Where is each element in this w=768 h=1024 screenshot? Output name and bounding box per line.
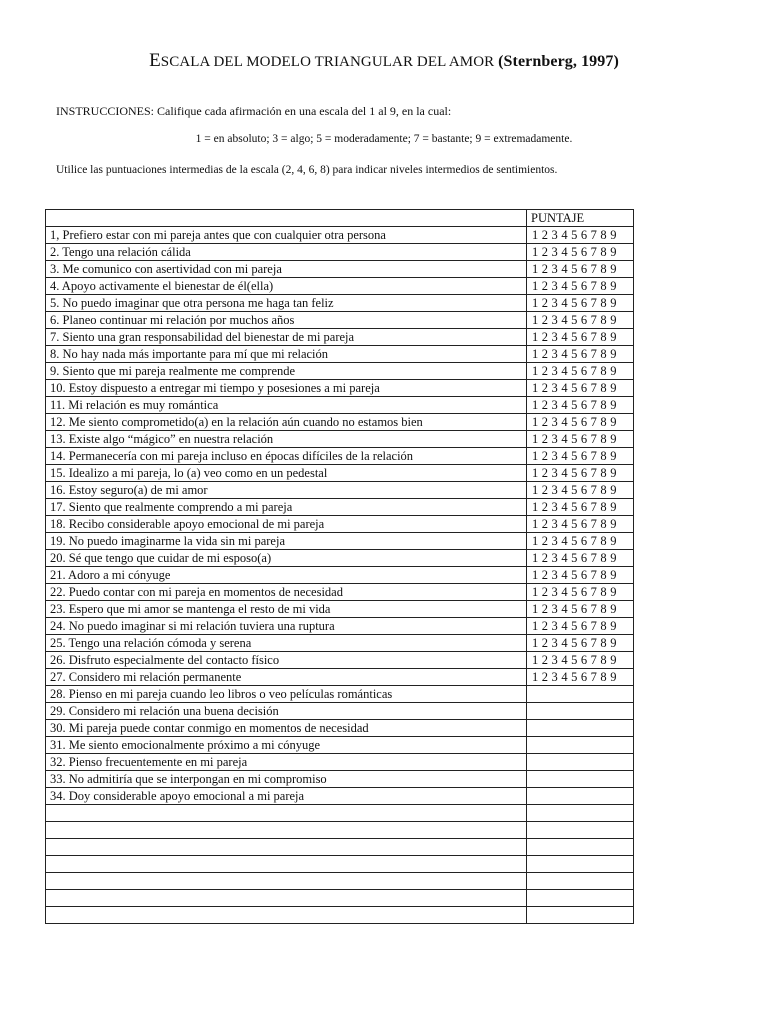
- item-statement: 22. Puedo contar con mi pareja en momentos de necesidad: [46, 584, 527, 601]
- table-row: [46, 533, 634, 550]
- table-row: [46, 329, 634, 346]
- table-row: [46, 295, 634, 312]
- table-row: [46, 652, 634, 669]
- item-statement: 26. Disfruto especialmente del contacto físico: [46, 652, 527, 669]
- blank-cell: [46, 822, 527, 839]
- item-statement: 17. Siento que realmente comprendo a mi pareja: [46, 499, 527, 516]
- blank-cell: [46, 839, 527, 856]
- blank-cell: [46, 890, 527, 907]
- table-row: [46, 499, 634, 516]
- table-row: [46, 703, 634, 720]
- item-statement: 4. Apoyo activamente el bienestar de él(ella): [46, 278, 527, 295]
- item-statement: 6. Planeo continuar mi relación por muchos años: [46, 312, 527, 329]
- blank-cell: [527, 873, 634, 890]
- table-row: [46, 635, 634, 652]
- item-statement: 16. Estoy seguro(a) de mi amor: [46, 482, 527, 499]
- blank-cell: [527, 907, 634, 924]
- item-statement: 28. Pienso en mi pareja cuando leo libros o veo películas románticas: [46, 686, 527, 703]
- item-statement: 24. No puedo imaginar si mi relación tuviera una ruptura: [46, 618, 527, 635]
- score-cell-empty[interactable]: [527, 737, 634, 754]
- score-cell-empty[interactable]: [527, 686, 634, 703]
- item-statement: 34. Doy considerable apoyo emocional a mi pareja: [46, 788, 527, 805]
- blank-cell: [46, 873, 527, 890]
- score-scale[interactable]: 1 2 3 4 5 6 7 8 9: [527, 499, 634, 516]
- score-scale[interactable]: 1 2 3 4 5 6 7 8 9: [527, 652, 634, 669]
- item-statement: 19. No puedo imaginarme la vida sin mi pareja: [46, 533, 527, 550]
- item-statement: 29. Considero mi relación una buena decisión: [46, 703, 527, 720]
- score-cell-empty[interactable]: [527, 771, 634, 788]
- table-row: [46, 380, 634, 397]
- document-title: [0, 50, 768, 72]
- blank-row: [46, 822, 634, 839]
- questionnaire-table: [45, 209, 634, 924]
- score-header: PUNTAJE: [527, 210, 634, 227]
- score-scale[interactable]: 1 2 3 4 5 6 7 8 9: [527, 465, 634, 482]
- table-row: [46, 397, 634, 414]
- item-statement: 25. Tengo una relación cómoda y serena: [46, 635, 527, 652]
- score-scale[interactable]: 1 2 3 4 5 6 7 8 9: [527, 278, 634, 295]
- title-text: SCALA DEL MODELO TRIANGULAR DEL AMOR: [160, 54, 495, 70]
- item-statement: 33. No admitiría que se interpongan en mi compromiso: [46, 771, 527, 788]
- header-blank-cell: [46, 210, 527, 227]
- item-statement: 32. Pienso frecuentemente en mi pareja: [46, 754, 527, 771]
- item-statement: 9. Siento que mi pareja realmente me comprende: [46, 363, 527, 380]
- score-cell-empty[interactable]: [527, 788, 634, 805]
- item-statement: 1, Prefiero estar con mi pareja antes que con cualquier otra persona: [46, 227, 527, 244]
- table-row: [46, 567, 634, 584]
- score-scale[interactable]: 1 2 3 4 5 6 7 8 9: [527, 244, 634, 261]
- blank-row: [46, 856, 634, 873]
- blank-row: [46, 805, 634, 822]
- score-scale[interactable]: 1 2 3 4 5 6 7 8 9: [527, 295, 634, 312]
- item-statement: 20. Sé que tengo que cuidar de mi esposo(a): [46, 550, 527, 567]
- blank-cell: [46, 907, 527, 924]
- score-scale[interactable]: 1 2 3 4 5 6 7 8 9: [527, 261, 634, 278]
- table-row: [46, 431, 634, 448]
- score-scale[interactable]: 1 2 3 4 5 6 7 8 9: [527, 550, 634, 567]
- score-scale[interactable]: 1 2 3 4 5 6 7 8 9: [527, 380, 634, 397]
- title-citation: (Sternberg, 1997): [498, 53, 619, 70]
- score-scale[interactable]: 1 2 3 4 5 6 7 8 9: [527, 533, 634, 550]
- table-row: [46, 227, 634, 244]
- item-statement: 23. Espero que mi amor se mantenga el resto de mi vida: [46, 601, 527, 618]
- score-scale[interactable]: 1 2 3 4 5 6 7 8 9: [527, 329, 634, 346]
- item-statement: 7. Siento una gran responsabilidad del bienestar de mi pareja: [46, 329, 527, 346]
- score-cell-empty[interactable]: [527, 720, 634, 737]
- table-row: [46, 550, 634, 567]
- blank-row: [46, 873, 634, 890]
- score-scale[interactable]: 1 2 3 4 5 6 7 8 9: [527, 397, 634, 414]
- blank-cell: [527, 839, 634, 856]
- table-row: [46, 414, 634, 431]
- table-row: [46, 312, 634, 329]
- table-row: [46, 788, 634, 805]
- item-statement: 31. Me siento emocionalmente próximo a mi cónyuge: [46, 737, 527, 754]
- blank-cell: [527, 822, 634, 839]
- item-statement: 27. Considero mi relación permanente: [46, 669, 527, 686]
- score-scale[interactable]: 1 2 3 4 5 6 7 8 9: [527, 414, 634, 431]
- item-statement: 21. Adoro a mi cónyuge: [46, 567, 527, 584]
- blank-cell: [46, 856, 527, 873]
- intermediate-note: Utilice las puntuaciones intermedias de la escala (2, 4, 6, 8) para indicar niveles intermedios de sentimientos.: [56, 164, 558, 176]
- score-scale[interactable]: 1 2 3 4 5 6 7 8 9: [527, 448, 634, 465]
- instructions-text: INSTRUCCIONES: Califique cada afirmación en una escala del 1 al 9, en la cual:: [56, 104, 452, 118]
- item-statement: 30. Mi pareja puede contar conmigo en momentos de necesidad: [46, 720, 527, 737]
- score-scale[interactable]: 1 2 3 4 5 6 7 8 9: [527, 482, 634, 499]
- table-row: [46, 482, 634, 499]
- table-row: [46, 669, 634, 686]
- table-row: [46, 737, 634, 754]
- item-statement: 12. Me siento comprometido(a) en la relación aún cuando no estamos bien: [46, 414, 527, 431]
- item-statement: 15. Idealizo a mi pareja, lo (a) veo como en un pedestal: [46, 465, 527, 482]
- table-row: [46, 261, 634, 278]
- score-scale[interactable]: 1 2 3 4 5 6 7 8 9: [527, 431, 634, 448]
- table-row: [46, 771, 634, 788]
- table-row: [46, 686, 634, 703]
- score-cell-empty[interactable]: [527, 703, 634, 720]
- table-row: [46, 448, 634, 465]
- item-statement: 3. Me comunico con asertividad con mi pareja: [46, 261, 527, 278]
- table-row: [46, 618, 634, 635]
- table-header-row: [46, 210, 634, 227]
- table-row: [46, 720, 634, 737]
- blank-row: [46, 890, 634, 907]
- score-scale[interactable]: 1 2 3 4 5 6 7 8 9: [527, 346, 634, 363]
- table-row: [46, 278, 634, 295]
- table-row: [46, 244, 634, 261]
- item-statement: 13. Existe algo “mágico” en nuestra relación: [46, 431, 527, 448]
- table-row: [46, 516, 634, 533]
- blank-row: [46, 839, 634, 856]
- blank-cell: [527, 856, 634, 873]
- item-statement: 5. No puedo imaginar que otra persona me haga tan feliz: [46, 295, 527, 312]
- score-scale[interactable]: 1 2 3 4 5 6 7 8 9: [527, 584, 634, 601]
- item-statement: 14. Permanecería con mi pareja incluso en épocas difíciles de la relación: [46, 448, 527, 465]
- blank-cell: [527, 890, 634, 907]
- score-scale[interactable]: 1 2 3 4 5 6 7 8 9: [527, 516, 634, 533]
- score-scale[interactable]: 1 2 3 4 5 6 7 8 9: [527, 312, 634, 329]
- table-row: [46, 754, 634, 771]
- item-statement: 10. Estoy dispuesto a entregar mi tiempo y posesiones a mi pareja: [46, 380, 527, 397]
- score-cell-empty[interactable]: [527, 754, 634, 771]
- item-statement: 8. No hay nada más importante para mí que mi relación: [46, 346, 527, 363]
- blank-cell: [46, 805, 527, 822]
- score-scale[interactable]: 1 2 3 4 5 6 7 8 9: [527, 618, 634, 635]
- score-scale[interactable]: 1 2 3 4 5 6 7 8 9: [527, 669, 634, 686]
- title-initial: E: [149, 50, 161, 71]
- score-scale[interactable]: 1 2 3 4 5 6 7 8 9: [527, 363, 634, 380]
- score-scale[interactable]: 1 2 3 4 5 6 7 8 9: [527, 635, 634, 652]
- table-row: [46, 601, 634, 618]
- score-scale[interactable]: 1 2 3 4 5 6 7 8 9: [527, 567, 634, 584]
- table-row: [46, 346, 634, 363]
- table-row: [46, 363, 634, 380]
- table-row: [46, 465, 634, 482]
- item-statement: 11. Mi relación es muy romántica: [46, 397, 527, 414]
- score-scale[interactable]: 1 2 3 4 5 6 7 8 9: [527, 601, 634, 618]
- item-statement: 2. Tengo una relación cálida: [46, 244, 527, 261]
- score-scale[interactable]: 1 2 3 4 5 6 7 8 9: [527, 227, 634, 244]
- table-row: [46, 584, 634, 601]
- item-statement: 18. Recibo considerable apoyo emocional de mi pareja: [46, 516, 527, 533]
- scale-legend: 1 = en absoluto; 3 = algo; 5 = moderadamente; 7 = bastante; 9 = extremadamente.: [195, 133, 573, 145]
- blank-row: [46, 907, 634, 924]
- blank-cell: [527, 805, 634, 822]
